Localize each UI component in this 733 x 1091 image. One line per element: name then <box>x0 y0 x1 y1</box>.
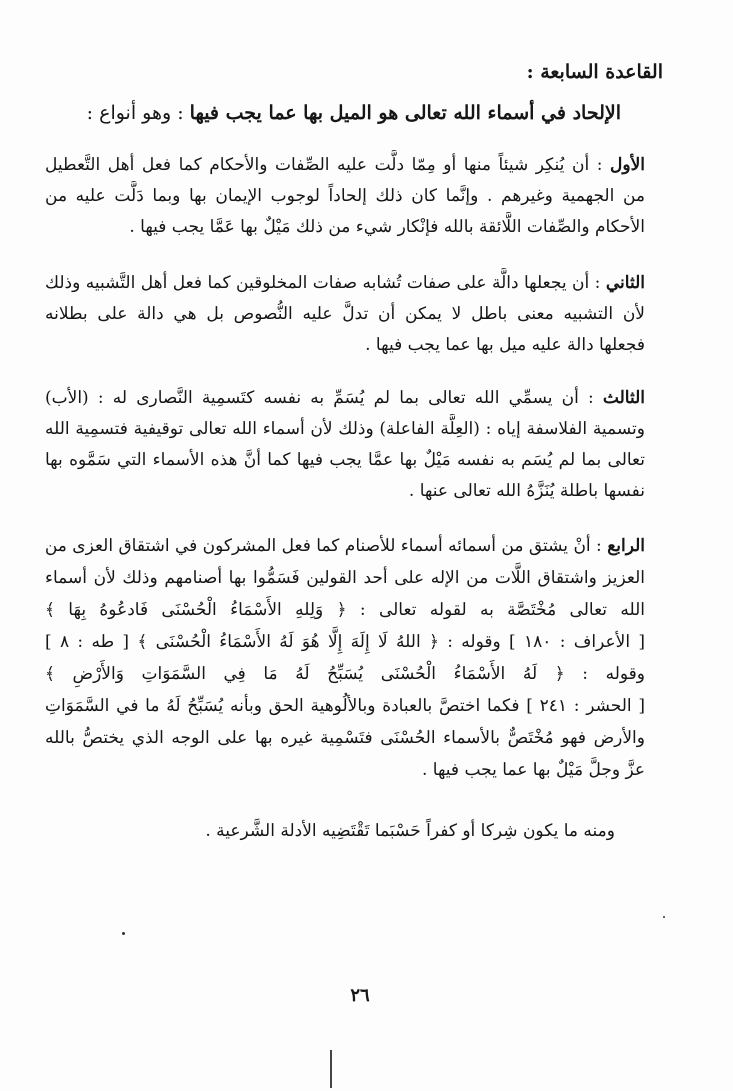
line-text: : أن يسمِّي الله تعالى بما لم يُسَمِّ به نفسه كتَسمِية النَّصارى له : (الأب) <box>45 388 603 408</box>
rule-heading: القاعدة السابعة : <box>526 61 663 83</box>
closing-sentence: ومنه ما يكون شِركا أو كفراً حَسْبَما تَقْتَضِيه الأدلة الشَّرعية . <box>205 821 615 841</box>
paragraph-line: والأرض فهو مُخْتَصٌّ بالأسماء الحُسْنَى فتَسْمِية غيره بها على الوجه الذي يختصُّ بالله <box>45 728 645 748</box>
paragraph-line <box>45 268 645 299</box>
subheading-bold-text: الإلحاد في أسماء الله تعالى هو الميل بها عما يجب فيها <box>189 102 621 124</box>
scan-speck <box>122 932 125 935</box>
paragraph-line: لأن التشبيه معنى باطل لا يمكن أن تدلَّ عليه النُّصوص بل هي دالة على بطلانه <box>45 304 645 324</box>
paragraph-second-type <box>45 268 645 361</box>
paragraph-line: وتسمية الفلاسفة إياه : (العِلَّة الفاعلة) وذلك لأن أسماء الله تعالى توقيفية فتسمِية الله <box>45 419 645 439</box>
line-text: : أن يجعلها دالَّة على صفات تُشابه صفات المخلوقين كما فعل أهل التَّشبيه وذلك <box>45 273 606 293</box>
paragraph-line <box>45 530 645 562</box>
paragraph-fourth-type <box>45 530 645 786</box>
paragraph-line: الله تعالى مُخْتَصَّة به لقوله تعالى : ﴿ وَلِلهِ الأَسْمَاءُ الْحُسْنَى فَادعُوهُ بِهَا ﴾ <box>45 600 645 620</box>
paragraph-third-type <box>45 383 645 507</box>
paragraph-line: وقوله : ﴿ لَهُ الأَسْمَاءُ الْحُسْنَى يُسَبِّحُ لَهُ مَا فِي السَّمَوَاتِ وَالأَرْضِ ﴾ <box>45 664 645 684</box>
paragraph-line <box>45 383 645 414</box>
paragraph-lead: الثالث <box>602 388 645 408</box>
paragraph-line: [ الحشر : ٢٤١ ] فكما اختصَّ بالعبادة وبالألُوهية الحق وبأنه يُسَبِّحُ لَهُ ما في السَّمَوَاتِ <box>45 696 645 716</box>
paragraph-line: العزيز واشتقاق اللَّات من الإله على أحد القولين فَسَمُّوا بها أصنامهم وذلك لأن أسماء <box>45 568 645 588</box>
paragraph-line: نفسها باطلة يُنَزَّهُ الله تعالى عنها . <box>408 481 645 501</box>
subheading-rest-text: : وهو أنواع : <box>86 102 190 124</box>
scan-mark <box>330 1050 332 1088</box>
paragraph-line: من الجهمية وغيرهم . وإنَّما كان ذلك إلحاداً لوجوب الإيمان بها وبما دَلَّت عليه من <box>45 186 645 206</box>
paragraph-lead: الثاني <box>605 273 645 293</box>
rule-subheading <box>61 96 621 130</box>
paragraph-line: عزَّ وجلَّ مَيْلٌ بها عما يجب فيها . <box>421 760 645 780</box>
line-text: : أنْ يشتق من أسمائه أسماء للأصنام كما فعل المشركون في اشتقاق العزى من <box>45 536 608 556</box>
paragraph-lead: الرابع <box>607 536 645 556</box>
paragraph-lead: الأول <box>610 155 645 175</box>
paragraph-line <box>45 150 645 181</box>
paragraph-line: تعالى بما لم يُسَم به نفسه مَيْلٌ بها عمَّا يجب فيها كما أنَّ هذه الأسماء التي سَمَّوه بها <box>45 450 645 470</box>
page-number: ٢٦ <box>350 985 370 1006</box>
paragraph-line: فجعلها دالة عليه ميل بها عما يجب فيها . <box>365 335 645 355</box>
paragraph-line: الأحكام والصِّفات اللَّائقة بالله فإنْكار شيء من ذلك مَيْلٌ بها عَمَّا يجب فيها . <box>129 217 645 237</box>
scan-speck <box>663 916 665 918</box>
line-text: : أن يُنكِر شيئاً منها أو مِمّا دلَّت عليه الصِّفات والأحكام كما فعل أهل التَّعطيل <box>45 155 611 175</box>
paragraph-first-type <box>45 150 645 243</box>
paragraph-line: [ الأعراف : ١٨٠ ] وقوله : ﴿ اللهُ لَا إِلَهَ إِلَّا هُوَ لَهُ الأَسْمَاءُ الْحُسْنَى ﴾ [ طه : ٨ ] <box>45 632 645 652</box>
